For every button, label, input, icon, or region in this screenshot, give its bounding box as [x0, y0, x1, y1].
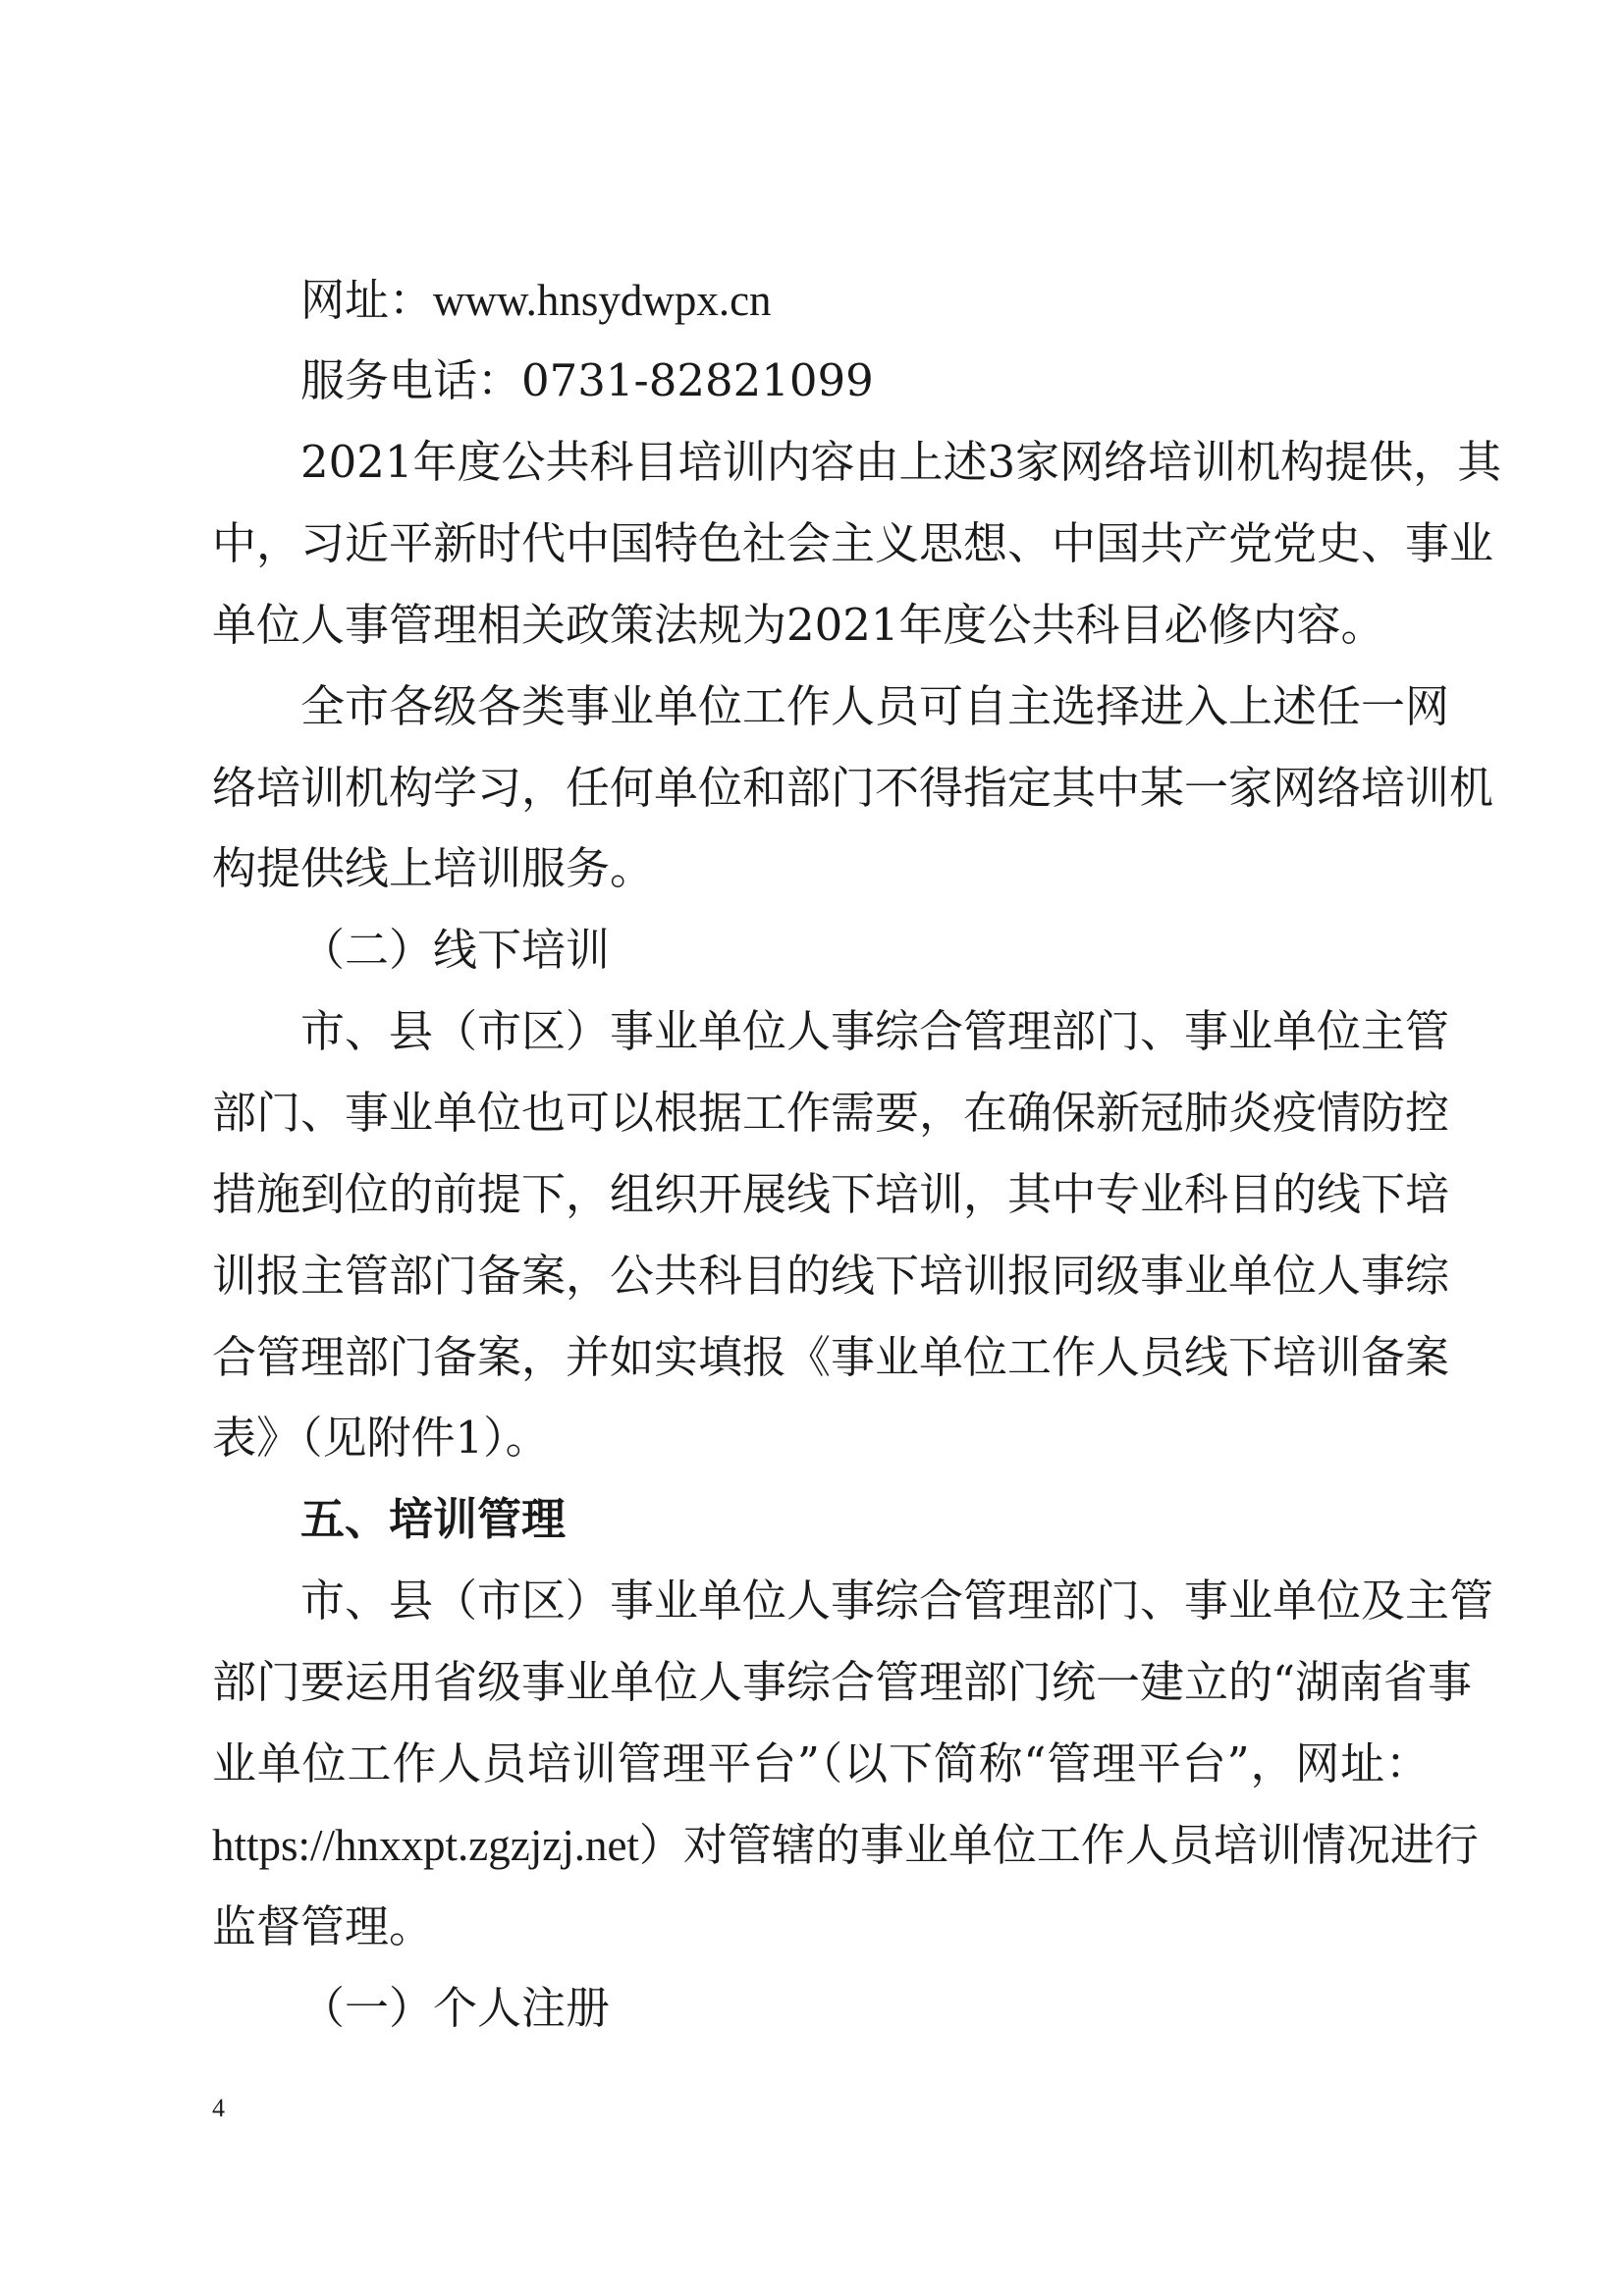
paragraph-line: https://hnxxpt.zgzjzj.net）对管辖的事业单位工作人员培训情况进行 — [212, 1821, 1479, 1870]
paragraph-line: 部门要运用省级事业单位人事综合管理部门统一建立的“湖南省事 — [212, 1656, 1473, 1708]
phone-line: 服务电话：0731-82821099 — [300, 354, 874, 406]
paragraph-line: 单位人事管理相关政策法规为2021年度公共科目必修内容。 — [212, 599, 1385, 651]
paragraph-line: 2021年度公共科目培训内容由上述3家网络培训机构提供，其 — [300, 436, 1502, 488]
paragraph-line: 全市各级各类事业单位工作人员可自主选择进入上述任一网 — [300, 680, 1450, 732]
paragraph-line: 表》（见附件1）。 — [212, 1412, 550, 1464]
paragraph-line: 市、县（市区）事业单位人事综合管理部门、事业单位及主管 — [300, 1575, 1494, 1627]
section-heading: 五、培训管理 — [300, 1493, 567, 1545]
page-number: 4 — [212, 2094, 225, 2122]
paragraph-line: 部门、事业单位也可以根据工作需要，在确保新冠肺炎疫情防控 — [212, 1087, 1450, 1139]
subsection-heading: （二）线下培训 — [300, 924, 611, 976]
website-line: 网址：www.hnsydwpx.cn — [300, 276, 772, 325]
subsection-heading: （一）个人注册 — [300, 1982, 611, 2034]
paragraph-line: 业单位工作人员培训管理平台”（以下简称“管理平台”，网址： — [212, 1737, 1430, 1789]
paragraph-line: 市、县（市区）事业单位人事综合管理部门、事业单位主管 — [300, 1005, 1450, 1057]
paragraph-line: 合管理部门备案，并如实填报《事业单位工作人员线下培训备案 — [212, 1331, 1450, 1383]
paragraph-line: 措施到位的前提下，组织开展线下培训，其中专业科目的线下培 — [212, 1168, 1450, 1220]
paragraph-line: 中，习近平新时代中国特色社会主义思想、中国共产党党史、事业 — [212, 517, 1494, 569]
paragraph-line: 训报主管部门备案，公共科目的线下培训报同级事业单位人事综 — [212, 1250, 1450, 1302]
paragraph-line: 监督管理。 — [212, 1900, 434, 1952]
paragraph-line: 络培训机构学习，任何单位和部门不得指定其中某一家网络培训机 — [212, 762, 1494, 814]
paragraph-line: 构提供线上培训服务。 — [212, 842, 655, 894]
